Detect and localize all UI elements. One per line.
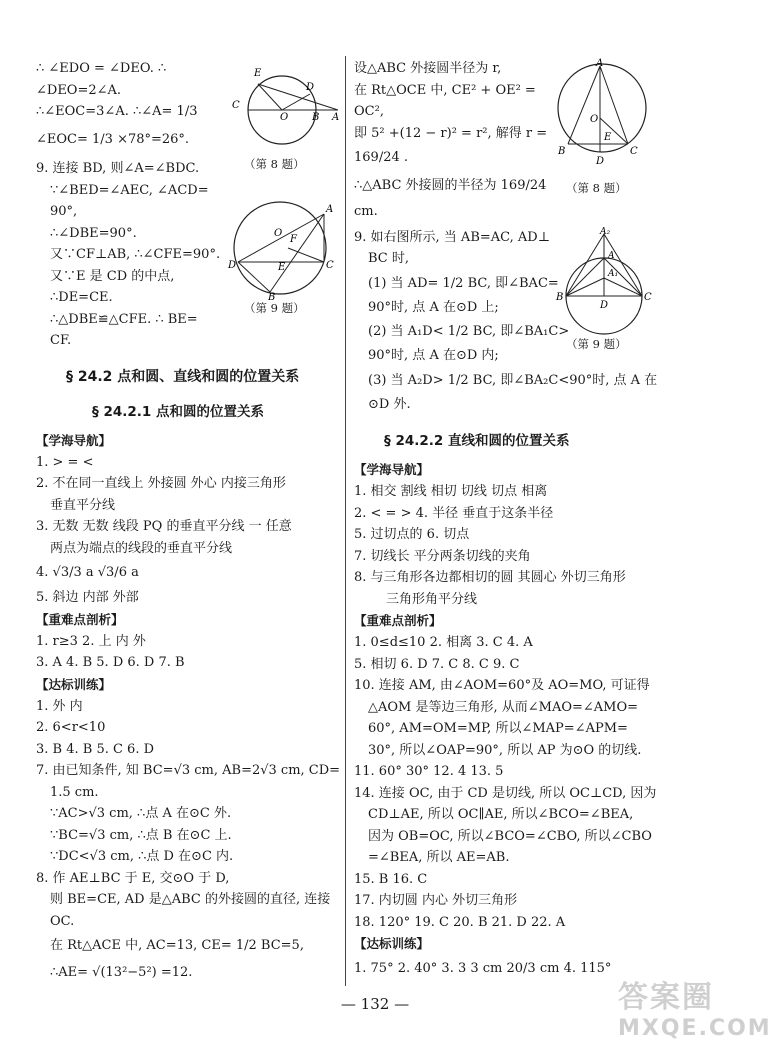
text-line: ∴AE= √(13²−5²) =12. — [50, 965, 193, 980]
text-line: 两点为端点的线段的垂直平分线 — [50, 540, 233, 556]
text-line: 17. 内切圆 内心 外切三角形 — [354, 893, 518, 908]
text-line: 3. A 4. B 5. D 6. D 7. B — [36, 655, 185, 670]
text-line: ∵BC=√3 cm, ∴点 B 在⊙C 上. — [50, 827, 232, 843]
text-line: 8. 与三角形各边都相切的圆 其圆心 外切三角形 — [354, 570, 626, 585]
text-line: (1) 当 AD= 1/2 BC, 即∠BAC= — [368, 275, 559, 291]
text-line: 169/24 . — [354, 150, 408, 165]
text-line: ∠EOC= 1/3 ×78°=26°. — [36, 131, 190, 147]
text-line: 设△ABC 外接圆半径为 r, — [354, 61, 502, 76]
svg-text:A₁: A₁ — [608, 269, 619, 279]
right-column — [354, 58, 702, 983]
text-line: ∵AC>√3 cm, ∴点 A 在⊙C 外. — [50, 806, 232, 821]
watermark: 答案圈 MXQE.COM — [618, 980, 772, 1041]
text-line: (3) 当 A₂D> 1/2 BC, 即∠BA₂C<90°时, 点 A 在 — [368, 372, 658, 388]
text-line: OC. — [50, 913, 75, 929]
svg-text:A₂: A₂ — [600, 227, 611, 237]
svg-text:F: F — [290, 234, 297, 245]
text-line: 1. 外 内 — [36, 698, 83, 714]
text-line: 1. 0≤d≤10 2. 相离 3. C 4. A — [354, 635, 533, 650]
column-divider — [345, 56, 346, 986]
dabiao-header: 【达标训练】 — [36, 676, 112, 692]
fig9-left-diagram — [226, 196, 342, 303]
svg-text:B: B — [558, 146, 566, 157]
text-line: 2. 6<r<10 — [36, 720, 106, 735]
text-line: (2) 当 A₁D< 1/2 BC, 即∠BA₁C> — [368, 324, 570, 339]
subsection-title: § 24.2.1 点和圆的位置关系 — [92, 403, 264, 420]
svg-text:B: B — [268, 292, 276, 303]
fig8-left-caption: （第 8 题） — [244, 157, 305, 171]
text-line: △AOM 是等边三角形, 从而∠MAO=∠AMO= — [368, 699, 639, 715]
text-line: 8. 作 AE⊥BC 于 E, 交⊙O 于 D, — [36, 870, 230, 886]
text-line: CF. — [50, 333, 72, 348]
fig9-right-caption: （第 9 题） — [566, 337, 627, 351]
svg-text:A: A — [596, 58, 604, 69]
text-line: cm. — [354, 204, 378, 219]
svg-text:C: C — [232, 100, 240, 111]
svg-text:O: O — [280, 112, 289, 123]
fig8-right-caption: （第 8 题） — [566, 181, 627, 195]
text-line: 2. < = > 4. 半径 垂直于这条半径 — [354, 505, 554, 521]
text-line: 即 5² +(12 − r)² = r², 解得 r = — [354, 125, 548, 141]
text-line: ∴△DBE≌△CFE. ∴ BE= — [50, 311, 198, 327]
svg-text:D: D — [596, 156, 605, 167]
svg-text:E: E — [278, 262, 286, 273]
svg-text:E: E — [254, 68, 262, 79]
text-line: 又∵CF⊥AB, ∴∠CFE=90°. — [50, 247, 221, 262]
page-number: — 132 — — [340, 995, 410, 1013]
text-line: 15. B 16. C — [354, 871, 428, 887]
svg-text:C: C — [644, 292, 652, 303]
text-line: 10. 连接 AM, 由∠AOM=60°及 AO=MO, 可证得 — [354, 678, 650, 693]
text-line: 90°时, 点 A 在⊙D 上; — [368, 299, 499, 315]
zhongnan-header: 【重难点剖析】 — [354, 613, 442, 628]
text-line: BC 时, — [368, 251, 410, 266]
svg-text:O: O — [590, 114, 599, 125]
fig9-left-caption: （第 9 题） — [244, 301, 305, 315]
text-line: ∴∠EOC=3∠A. ∴∠A= 1/3 — [36, 104, 198, 119]
text-line: ∴ ∠EDO = ∠DEO. ∴ — [36, 61, 167, 76]
zhongnan-header: 【重难点剖析】 — [36, 611, 124, 627]
text-line: 1.5 cm. — [50, 784, 99, 800]
svg-text:A: A — [326, 204, 334, 215]
svg-text:B: B — [556, 292, 564, 303]
text-line: 在 Rt△OCE 中, CE² + OE² = — [354, 82, 536, 98]
text-line: ∴DE=CE. — [50, 290, 113, 305]
text-line: 9. 如右图所示, 当 AB=AC, AD⊥ — [354, 229, 550, 245]
text-line: 11. 60° 30° 12. 4 13. 5 — [354, 764, 504, 779]
svg-text:B: B — [312, 112, 320, 123]
text-line: 60°, AM=OM=MP, 所以∠MAP=∠APM= — [368, 721, 628, 736]
text-line: 三角形角平分线 — [386, 591, 478, 607]
text-line: 4. √3/3 a √3/6 a — [36, 565, 139, 580]
fig8-left-diagram — [226, 62, 342, 152]
text-line: 1. > = < — [36, 454, 94, 470]
text-line: ⊙D 外. — [368, 396, 411, 412]
svg-text:A: A — [332, 112, 340, 123]
section-title: § 24.2 点和圆、直线和圆的位置关系 — [66, 368, 300, 385]
text-line: 1. r≥3 2. 上 内 外 — [36, 633, 146, 649]
svg-text:O: O — [274, 228, 283, 239]
text-line: 2. 不在同一直线上 外接圆 外心 内接三角形 — [36, 476, 286, 491]
text-line: 1. 相交 割线 相切 切线 切点 相离 — [354, 484, 548, 499]
text-line: 5. 过切点的 6. 切点 — [354, 527, 470, 542]
text-line: 又∵E 是 CD 的中点, — [50, 268, 175, 284]
svg-text:C: C — [630, 146, 638, 157]
fig9-right-diagram — [556, 226, 656, 344]
text-line: ∴∠DBE=90°. — [50, 225, 137, 241]
text-line: ∵∠BED=∠AEC, ∠ACD= — [50, 182, 209, 198]
text-line: 18. 120° 19. C 20. B 21. D 22. A — [354, 914, 566, 930]
subsection-title: § 24.2.2 直线和圆的位置关系 — [384, 433, 570, 449]
svg-text:C: C — [326, 260, 334, 271]
text-line: OC², — [354, 104, 384, 119]
text-line: =∠BEA, 所以 AE=AB. — [368, 850, 510, 865]
text-line: 14. 连接 OC, 由于 CD 是切线, 所以 OC⊥CD, 因为 — [354, 785, 657, 801]
text-line: 因为 OB=OC, 所以∠BCO=∠CBO, 所以∠CBO — [368, 828, 652, 844]
text-line: 则 BE=CE, AD 是△ABC 的外接圆的直径, 连接 — [50, 892, 331, 907]
text-line: ∴△ABC 外接圆的半径为 169/24 — [354, 178, 547, 193]
svg-text:D: D — [228, 260, 237, 271]
text-line: 在 Rt△ACE 中, AC=13, CE= 1/2 BC=5, — [50, 938, 304, 953]
text-line: CD⊥AE, 所以 OC∥AE, 所以∠BCO=∠BEA, — [368, 807, 634, 822]
svg-text:E: E — [604, 132, 612, 143]
text-line: 90°, — [50, 204, 78, 219]
xuehai-header: 【学海导航】 — [354, 462, 430, 477]
svg-text:D: D — [306, 82, 315, 93]
text-line: 1. 75° 2. 40° 3. 3 3 cm 20/3 cm 4. 115° — [354, 961, 612, 976]
text-line: 垂直平分线 — [50, 497, 116, 513]
text-line: 3. B 4. B 5. C 6. D — [36, 741, 155, 757]
text-line: 9. 连接 BD, 则∠A=∠BDC. — [36, 161, 200, 176]
text-line: 90°时, 点 A 在⊙D 内; — [368, 348, 499, 363]
fig8-right-diagram — [554, 58, 654, 168]
svg-text:D: D — [600, 300, 609, 311]
text-line: 5. 斜边 内部 外部 — [36, 590, 139, 605]
dabiao-header: 【达标训练】 — [354, 936, 430, 951]
text-line: 5. 相切 6. D 7. C 8. C 9. C — [354, 656, 520, 672]
text-line: ∵DC<√3 cm, ∴点 D 在⊙C 内. — [50, 849, 234, 864]
text-line: 3. 无数 无数 线段 PQ 的垂直平分线 一 任意 — [36, 519, 292, 534]
text-line: 7. 切线长 平分两条切线的夹角 — [354, 548, 531, 564]
svg-text:A: A — [608, 251, 615, 261]
text-line: 7. 由已知条件, 知 BC=√3 cm, AB=2√3 cm, CD= — [36, 763, 341, 778]
xuehai-header: 【学海导航】 — [36, 432, 112, 448]
text-line: ∠DEO=2∠A. — [36, 82, 122, 98]
text-line: 30°, 所以∠OAP=90°, 所以 AP 为⊙O 的切线. — [368, 742, 642, 758]
